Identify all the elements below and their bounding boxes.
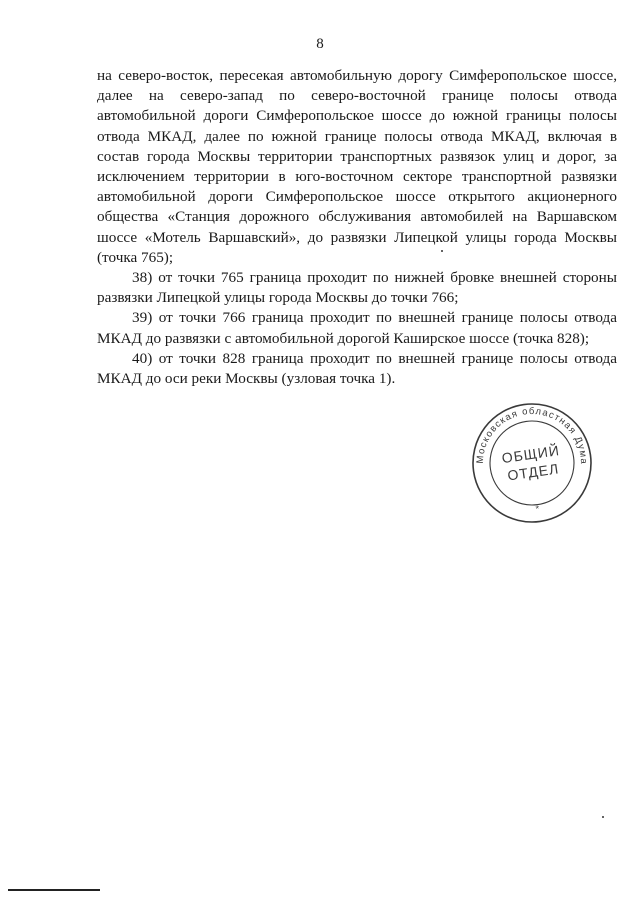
stamp-center-line1: ОБЩИЙ — [500, 442, 561, 467]
paragraph-item-39: 39) от точки 766 граница проходит по внешней границе полосы отвода МКАД до развязки с автомобильной дорогой Каширское шоссе (точка 828); — [97, 309, 617, 347]
paragraph-continuation: на северо-восток, пересекая автомобильную дорогу Симферопольское шоссе, далее на северо-запад по северо-восточной границе полосы отвода автомобильной дороги Симферопольское шоссе до южной границы полосы отвода МКАД, далее по южной границе полосы отвода МКАД, включая в состав города Москвы территории транспортных развязок улиц и дорог, за исключением территории в юго-восточном секторе транспортной развязки автомобильной дороги Симферопольское шоссе открытого акционерного общества «Станция дорожного обслуживания автомобилей на Варшавском шоссе «Мотель Варшавский», до развязки Липецкой улицы города Москвы (точка 765); — [97, 67, 617, 266]
stamp-star: * — [534, 503, 540, 514]
scan-speck — [441, 250, 443, 252]
page-number: 8 — [316, 36, 324, 52]
stamp-ring-text: Московская областная Дума — [474, 405, 590, 466]
stamp-outer-ring — [470, 401, 594, 525]
official-stamp — [470, 401, 594, 525]
footer-rule — [8, 889, 100, 891]
stamp-center-line2: ОТДЕЛ — [506, 460, 561, 484]
paragraph-item-38: 38) от точки 765 граница проходит по нижней бровке внешней стороны развязки Липецкой улицы города Москвы до точки 766; — [97, 269, 617, 307]
document-body — [97, 66, 617, 389]
scan-speck — [602, 816, 604, 818]
paragraph-item-40: 40) от точки 828 граница проходит по внешней границе полосы отвода МКАД до оси реки Москвы (узловая точка 1). — [97, 349, 617, 388]
stamp-seal-graphic — [470, 401, 594, 525]
